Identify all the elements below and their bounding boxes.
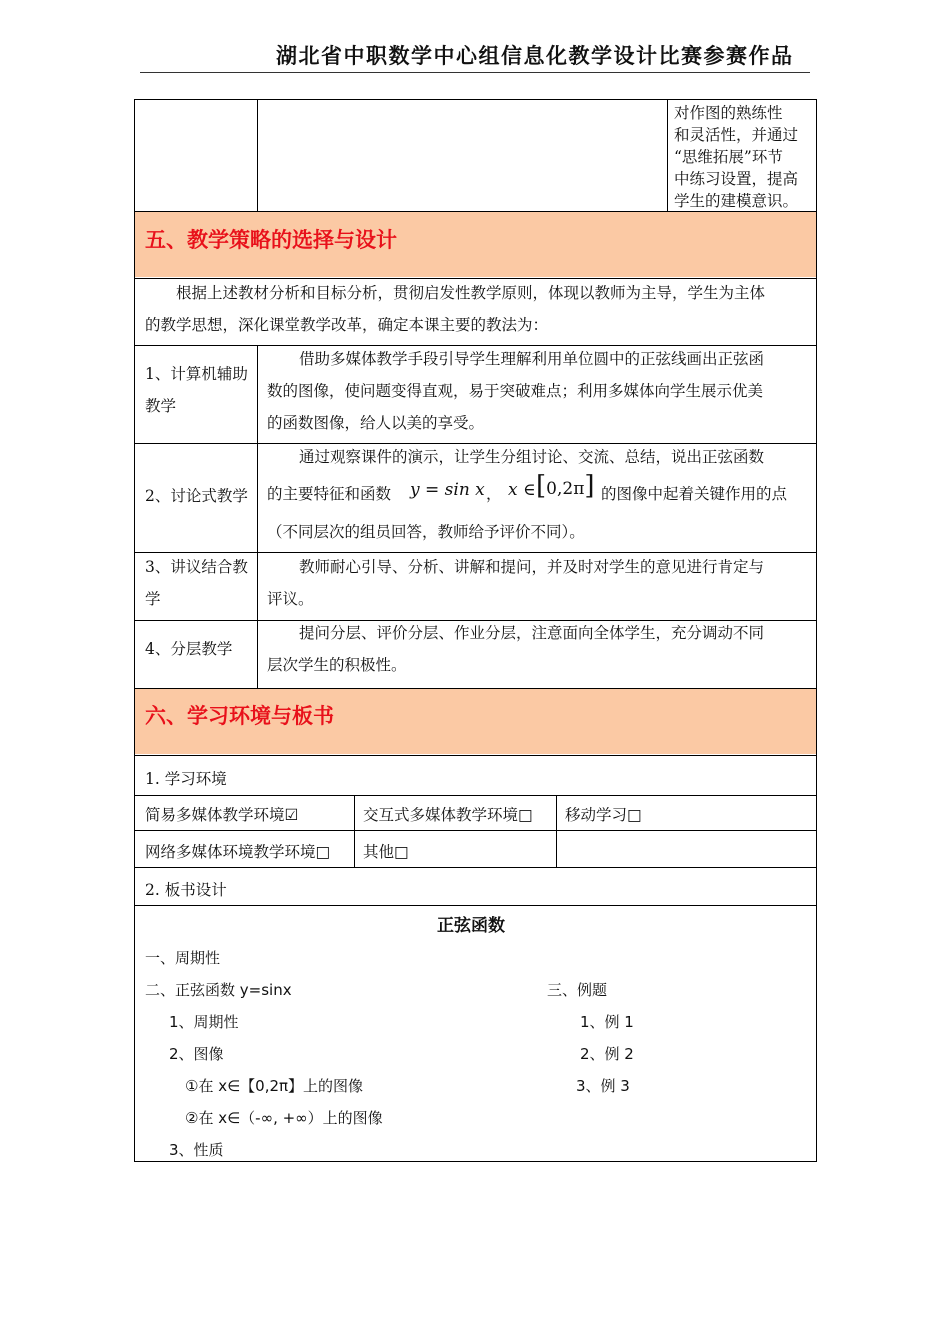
intro-line: 根据上述教材分析和目标分析，贯彻启发性教学原则，体现以教师为主导，学生为主体 (176, 284, 766, 302)
board-right-item: 三、例题 (547, 981, 608, 999)
board-right-item: 3、例 3 (576, 1077, 630, 1095)
method-2-math-domain (536, 472, 595, 500)
board-right-item: 2、例 2 (580, 1045, 634, 1063)
method-desc-line: 教师耐心引导、分析、讲解和提问，并及时对学生的意见进行肯定与 (299, 558, 765, 576)
method-desc-line: 层次学生的积极性。 (267, 656, 407, 674)
method-2-math-function: y = sin x (410, 480, 485, 500)
method-name-line: 教学 (145, 397, 177, 415)
env-option-interactive-multimedia: 交互式多媒体教学环境□ (363, 806, 533, 824)
board-left-item: 二、正弦函数 y=sinx (145, 981, 292, 999)
method-3-desc (267, 551, 764, 615)
method-2-desc-line3: （不同层次的组员回答，教师给予评价不同）。 (267, 523, 585, 541)
method-desc-line: 借助多媒体教学手段引导学生理解利用单位圆中的正弦线画出正弦函 (299, 350, 765, 368)
board-title: 正弦函数 (437, 916, 505, 936)
method-2-name: 2、讨论式教学 (145, 487, 248, 505)
method-1-name (145, 358, 248, 422)
method-4-name: 4、分层教学 (145, 640, 233, 658)
header-rule (140, 72, 810, 73)
method-2-math-domain-var: x ∈ (508, 480, 536, 500)
board-left-item: ①在 x∈【0,2π】上的图像 (185, 1077, 364, 1095)
board-left-item: ②在 x∈（-∞, +∞）上的图像 (185, 1109, 383, 1127)
method-name-line: 学 (145, 590, 161, 608)
page-header-title: 湖北省中职数学中心组信息化教学设计比赛参赛作品 (276, 43, 794, 68)
env-option-other: 其他□ (363, 843, 409, 861)
env-option-simple-multimedia: 简易多媒体教学环境☑ (145, 806, 299, 824)
env-option-mobile-learning: 移动学习□ (565, 806, 642, 824)
method-desc-line: 的函数图像，给人以美的享受。 (267, 414, 485, 432)
section5-intro (145, 277, 765, 341)
method-2-desc-line2a: 的主要特征和函数 (267, 485, 392, 503)
method-desc-line: 提问分层、评价分层、作业分层，注意面向全体学生，充分调动不同 (299, 624, 765, 642)
method-2-desc-line1: 通过观察课件的演示，让学生分组讨论、交流、总结，说出正弦函数 (299, 448, 765, 466)
domain-interval: 0,2π (546, 479, 585, 499)
board-left-item: 1、周期性 (169, 1013, 239, 1031)
method-4-desc (267, 617, 764, 681)
method-3-name (145, 551, 248, 615)
board-left-item: 3、性质 (169, 1141, 224, 1159)
bracket-right-icon: ] (584, 471, 595, 501)
board-left-item: 一、周期性 (145, 949, 221, 967)
bracket-left-icon: [ (536, 471, 547, 501)
top-row-line: 对作图的熟练性 (674, 104, 783, 122)
method-name-line: 3、讲议结合教 (145, 558, 248, 576)
top-row-line: 学生的建模意识。 (674, 192, 799, 210)
method-name-line: 1、计算机辅助 (145, 365, 248, 383)
method-desc-line: 评议。 (267, 590, 314, 608)
method-desc-line: 数的图像，使问题变得直观，易于突破难点；利用多媒体向学生展示优美 (267, 382, 764, 400)
top-row-right-cell (674, 102, 816, 212)
env-label: 1. 学习环境 (145, 770, 227, 788)
board-left-item: 2、图像 (169, 1045, 224, 1063)
env-option-network-multimedia: 网络多媒体环境教学环境□ (145, 843, 331, 861)
section5-title: 五、教学策略的选择与设计 (145, 228, 397, 252)
board-right-item: 1、例 1 (580, 1013, 634, 1031)
method-2-desc-line2b: 的图像中起着关键作用的点 (601, 485, 788, 503)
section6-title: 六、学习环境与板书 (145, 704, 334, 728)
board-label: 2. 板书设计 (145, 881, 227, 899)
method-2-math-separator: ， (486, 485, 502, 503)
top-row-line: 和灵活性，并通过 (674, 126, 799, 144)
method-1-desc (267, 343, 764, 439)
top-row-line: “思维拓展”环节 (674, 148, 783, 166)
top-row-line: 中练习设置，提高 (674, 170, 799, 188)
intro-line: 的教学思想，深化课堂教学改革，确定本课主要的教法为： (145, 316, 549, 334)
